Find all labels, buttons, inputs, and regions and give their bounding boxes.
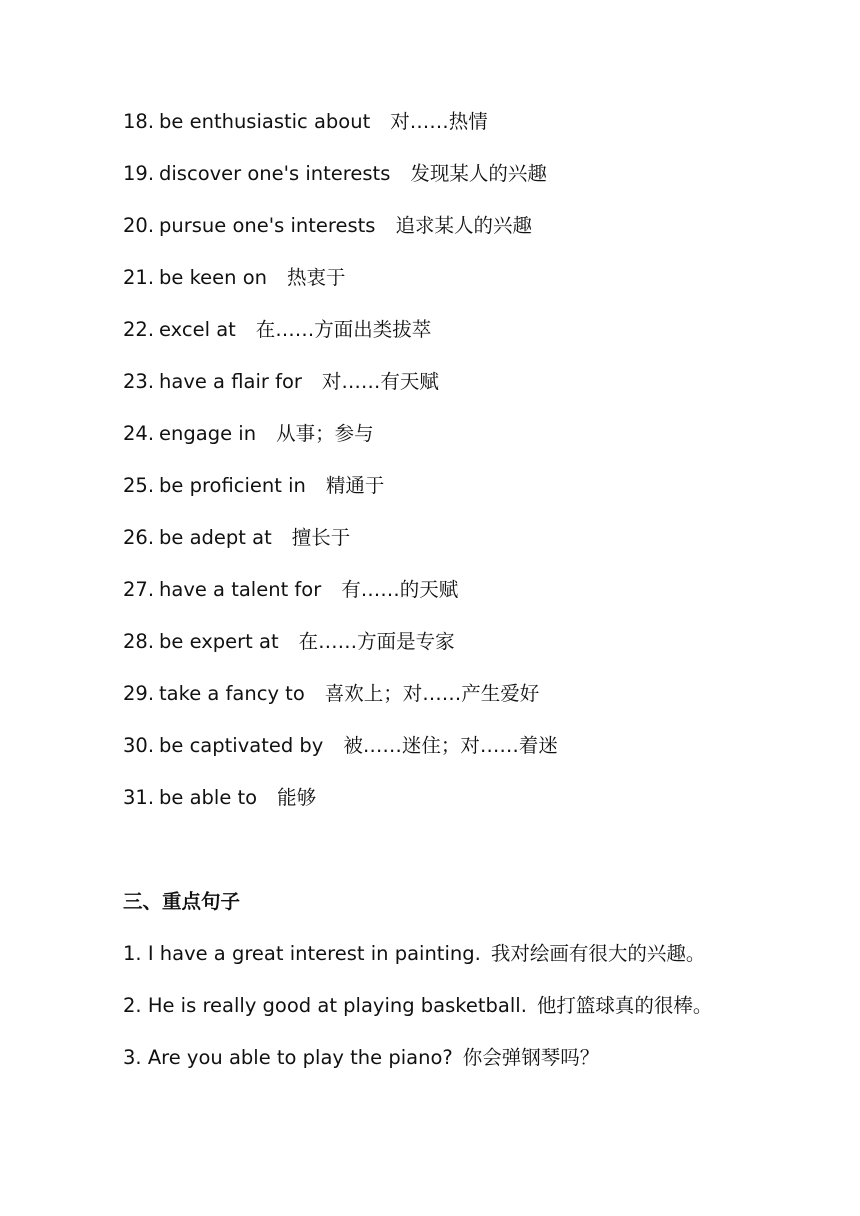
sentence-item: [123, 1044, 823, 1096]
sentence-chinese: 他打篮球真的很棒。: [536, 994, 713, 1017]
phrase-chinese: 精通于: [325, 474, 385, 497]
phrase-english: be enthusiastic about: [159, 110, 371, 133]
phrase-item: [123, 316, 823, 368]
phrase-item: [123, 212, 823, 264]
phrase-number: 23.: [123, 370, 155, 393]
phrase-list: [123, 108, 823, 836]
phrase-item: [123, 420, 823, 472]
sentence-chinese: 你会弹钢琴吗？: [462, 1046, 600, 1069]
phrase-chinese: 有……的天赋: [341, 578, 459, 601]
phrase-english: be expert at: [159, 630, 279, 653]
sentence-item: [123, 940, 823, 992]
phrase-english: be captivated by: [159, 734, 324, 757]
phrase-chinese: 在……方面出类拔萃: [255, 318, 432, 341]
section-heading: 三、重点句子: [123, 890, 241, 913]
phrase-item: [123, 680, 823, 732]
phrase-number: 18.: [123, 110, 155, 133]
phrase-item: [123, 108, 823, 160]
phrase-chinese: 对……有天赋: [321, 370, 439, 393]
phrase-item: [123, 264, 823, 316]
phrase-item: [123, 576, 823, 628]
phrase-english: be able to: [159, 786, 258, 809]
phrase-english: be adept at: [159, 526, 272, 549]
phrase-number: 24.: [123, 422, 155, 445]
phrase-english: engage in: [159, 422, 257, 445]
phrase-item: [123, 784, 823, 836]
phrase-chinese: 对……热情: [390, 110, 488, 133]
phrase-number: 19.: [123, 162, 155, 185]
phrase-number: 29.: [123, 682, 155, 705]
phrase-english: be keen on: [159, 266, 268, 289]
sentence-english: I have a great interest in painting.: [147, 942, 481, 965]
phrase-number: 25.: [123, 474, 155, 497]
phrase-english: be proficient in: [159, 474, 306, 497]
phrase-item: [123, 368, 823, 420]
phrase-number: 20.: [123, 214, 155, 237]
phrase-chinese: 热衷于: [287, 266, 346, 289]
phrase-number: 22.: [123, 318, 155, 341]
phrase-item: [123, 524, 823, 576]
phrase-english: take a fancy to: [159, 682, 305, 705]
phrase-number: 26.: [123, 526, 155, 549]
phrase-number: 31.: [123, 786, 155, 809]
phrase-chinese: 喜欢上；对……产生爱好: [324, 682, 540, 705]
sentence-number: 3.: [123, 1046, 142, 1069]
phrase-chinese: 擅长于: [291, 526, 351, 549]
phrase-number: 28.: [123, 630, 155, 653]
sentence-number: 2.: [123, 994, 142, 1017]
phrase-number: 27.: [123, 578, 155, 601]
phrase-chinese: 从事；参与: [276, 422, 374, 445]
phrase-english: excel at: [159, 318, 236, 341]
phrase-number: 30.: [123, 734, 155, 757]
phrase-item: [123, 160, 823, 212]
sentence-item: [123, 992, 823, 1044]
section-spacer: [123, 836, 823, 888]
document-content: [123, 108, 823, 1096]
phrase-english: discover one's interests: [159, 162, 391, 185]
sentence-list: [123, 940, 823, 1096]
sentence-chinese: 我对绘画有很大的兴趣。: [490, 942, 706, 965]
phrase-english: have a flair for: [159, 370, 302, 393]
phrase-chinese: 追求某人的兴趣: [395, 214, 532, 237]
phrase-chinese: 发现某人的兴趣: [410, 162, 547, 185]
sentence-english: Are you able to play the piano?: [147, 1046, 453, 1069]
phrase-english: have a talent for: [159, 578, 322, 601]
phrase-item: [123, 732, 823, 784]
phrase-chinese: 在……方面是专家: [298, 630, 455, 653]
phrase-number: 21.: [123, 266, 155, 289]
phrase-chinese: 能够: [277, 786, 317, 809]
sentence-english: He is really good at playing basketball.: [147, 994, 527, 1017]
sentence-number: 1.: [123, 942, 142, 965]
phrase-chinese: 被……迷住；对……着迷: [343, 734, 558, 757]
phrase-item: [123, 472, 823, 524]
phrase-item: [123, 628, 823, 680]
phrase-english: pursue one's interests: [159, 214, 376, 237]
